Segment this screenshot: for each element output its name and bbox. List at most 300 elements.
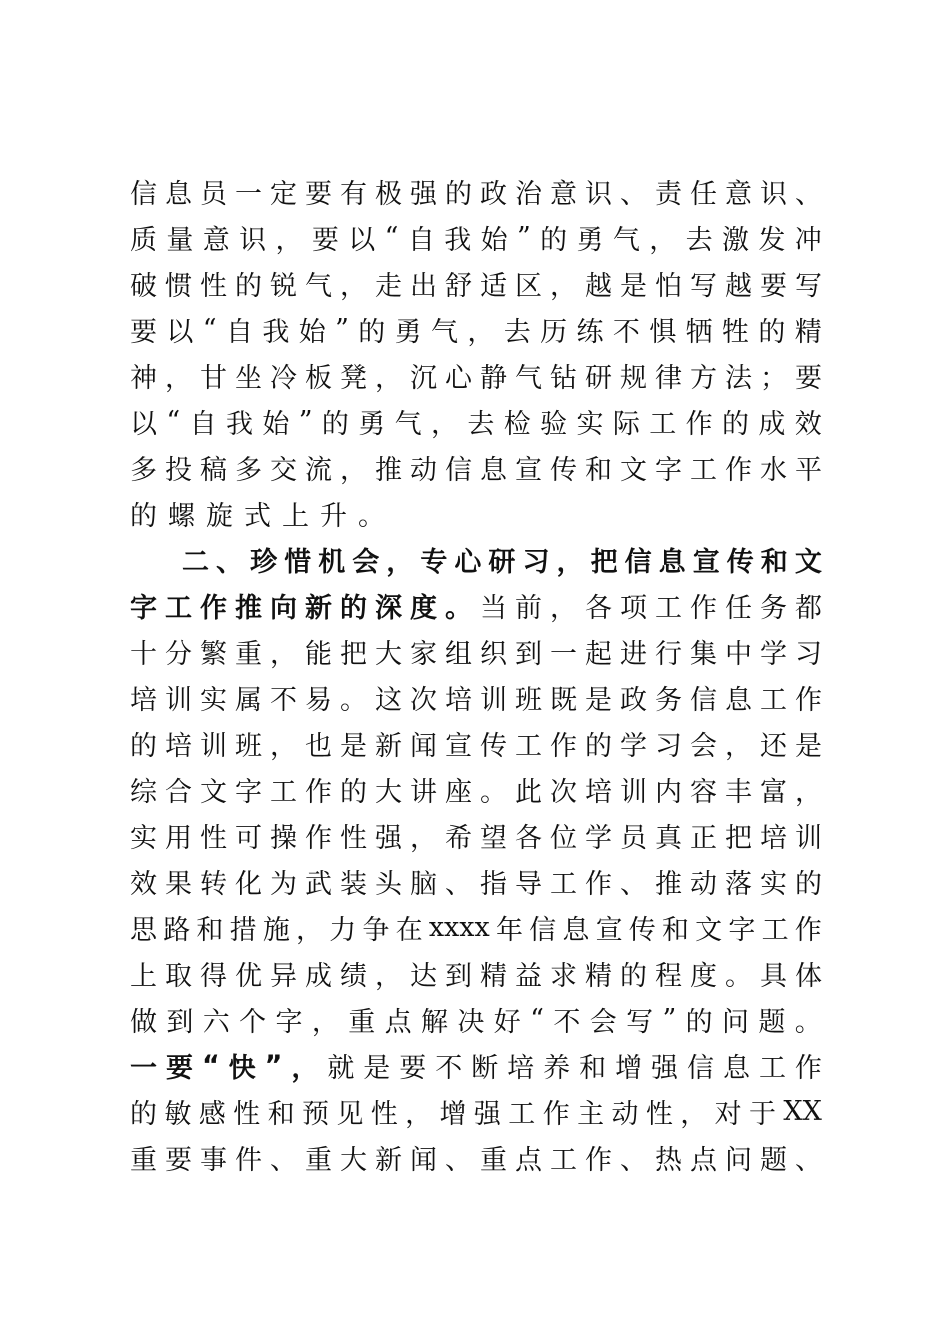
text-char: 化 [235,868,262,900]
text-char: 写 [690,270,717,302]
text-char: 不 [270,684,297,716]
text-char: 息 [165,178,192,210]
text-char: 越 [725,270,752,302]
text-char: 字 [275,1006,303,1038]
text-char: 。 [340,684,367,716]
text-char: 位 [550,822,577,854]
text-char: 还 [760,730,787,762]
text-char: ” [662,1003,677,1035]
text-char: ， [556,546,584,578]
text-char: 实 [760,868,787,900]
text-char: 我 [262,316,290,348]
text-char: 的 [722,408,749,440]
text-char: 自 [225,316,253,348]
text-char: 脑 [410,868,437,900]
text-char: ， [410,822,437,854]
text-char: 、 [620,1144,647,1176]
text-char: “ [166,405,181,437]
text-line [130,444,822,490]
text-char: 识 [585,178,612,210]
text-char: 争 [362,914,390,946]
text-char: 。 [358,500,385,532]
text-char: 织 [480,638,507,670]
text-char: 要 [165,1144,192,1176]
text-char: 成 [305,960,332,992]
text-char: 、 [445,1144,472,1176]
text-char: 识 [760,178,787,210]
text-char: 综 [130,776,157,808]
text-char: 的 [758,316,786,348]
text-char: 量 [166,224,194,256]
text-char: 政 [480,178,507,210]
text-char: 的 [130,1098,157,1130]
text-char: ； [760,362,787,394]
text-char: 重 [348,1006,376,1038]
text-char: 神 [130,362,157,394]
text-char: 到 [445,960,472,992]
text-char: ， [270,638,297,670]
text-char: 检 [503,408,531,440]
text-char: 意 [550,178,577,210]
text-char: 闻 [410,1144,437,1176]
text-char: 施 [262,914,290,946]
text-line [130,398,822,444]
text-char: 专 [420,546,448,578]
text-char: 的 [620,960,647,992]
text-char: 性 [340,822,367,854]
text-char: 激 [722,224,749,256]
text-char: 会 [589,1006,617,1038]
text-char: 息 [722,1052,750,1084]
text-char: XX [783,1095,822,1127]
text-char: 冲 [794,224,822,256]
text-char: 是 [340,730,367,762]
text-char: 作 [305,822,332,854]
text-char: 作 [725,454,752,486]
text-char: 得 [200,960,227,992]
text-char: 措 [229,914,257,946]
text-char: 怕 [655,270,682,302]
text-char: 工 [690,454,717,486]
text-char: xxxx [428,911,490,943]
text-char: 心 [454,546,482,578]
text-char: 破 [130,270,157,302]
text-char: 发 [758,224,786,256]
text-char: 丰 [725,776,752,808]
text-char: 牺 [685,316,713,348]
text-char: 性 [200,822,227,854]
text-char: 文 [695,914,723,946]
text-char: 项 [620,592,647,624]
text-char: 的 [585,730,612,762]
text-char: 优 [235,960,262,992]
text-char: 交 [270,454,297,486]
text-char: 务 [760,592,787,624]
text-char: 座 [445,776,472,808]
text-line [130,352,822,398]
text-char: 动 [690,868,717,900]
text-char: 快 [228,1052,256,1084]
text-char: “ [530,1003,544,1035]
text-char: 工 [165,592,192,624]
text-char: 一 [130,1052,157,1084]
text-char: 是 [795,730,822,762]
text-char: 点 [690,1144,717,1176]
text-char: 见 [336,1098,364,1130]
text-char: 要 [305,178,332,210]
text-char: 精 [480,960,507,992]
text-char: 既 [550,684,577,716]
text-char: 区 [515,270,542,302]
text-char: 始 [480,224,508,256]
text-char: ， [405,1098,433,1130]
text-char: 主 [577,1098,605,1130]
text-char: 气 [305,270,332,302]
text-char: 体 [795,960,822,992]
text-char: 导 [515,868,542,900]
text-char: ， [375,960,402,992]
text-line [130,260,822,306]
text-char: 强 [473,1098,501,1130]
text-char: 、 [795,178,822,210]
text-char: 作 [685,408,713,440]
text-char: 实 [200,684,227,716]
text-char: 班 [515,684,542,716]
text-char: ， [467,316,495,348]
text-char: 强 [375,822,402,854]
text-char: 心 [445,362,472,394]
text-char: 要 [399,1052,427,1084]
text-char: 研 [488,546,516,578]
text-char: 度 [690,960,717,992]
text-char: 式 [244,500,271,532]
text-char: ， [291,1052,319,1084]
text-char: 工 [758,1052,786,1084]
text-char: 新 [375,730,402,762]
text-char: 工 [550,1144,577,1176]
text-char: 各 [585,592,612,624]
text-char: 、 [620,868,647,900]
text-char: 会 [690,730,717,762]
text-char: 字 [655,454,682,486]
text-char: 和 [661,914,689,946]
text-char: 集 [690,638,717,670]
text-char: 繁 [200,638,227,670]
text-char: 螺 [168,500,195,532]
text-char: 富 [760,776,787,808]
text-char: 适 [480,270,507,302]
text-char: 牲 [722,316,749,348]
text-char: 属 [235,684,262,716]
text-char: 稿 [200,454,227,486]
text-char: 和 [760,546,788,578]
text-char: 真 [655,822,682,854]
text-char: 把 [590,546,618,578]
text-char: 培 [445,684,472,716]
text-char: 学 [585,822,612,854]
text-char: 和 [196,914,224,946]
text-char: 惜 [284,546,312,578]
text-char: 指 [480,868,507,900]
text-char: 工 [508,1098,536,1130]
text-char: 任 [690,178,717,210]
text-char: 班 [235,730,262,762]
text-char: 意 [725,178,752,210]
text-char: 信 [445,454,472,486]
text-char: 各 [515,822,542,854]
text-char: 十 [130,638,157,670]
text-char: 增 [615,1052,643,1084]
text-char: “ [201,1049,220,1081]
text-char: 精 [585,960,612,992]
text-char: 训 [480,684,507,716]
text-char: 沉 [410,362,437,394]
text-char: 始 [262,408,290,440]
text-char: 律 [655,362,682,394]
text-char: 闻 [410,730,437,762]
text-char: 惧 [649,316,677,348]
text-char: 起 [585,638,612,670]
text-line [130,812,822,858]
text-char: 文 [620,454,647,486]
text-char: 勇 [394,316,422,348]
text-char: 历 [540,316,568,348]
text-char: 年 [495,914,523,946]
text-char: 新 [375,1144,402,1176]
text-char: 责 [655,178,682,210]
text-char: 学 [760,638,787,670]
text-char: 的 [445,178,472,210]
text-char: 培 [760,822,787,854]
text-char: 多 [130,454,157,486]
text-char: 作 [690,592,717,624]
text-char: 效 [794,408,822,440]
text-line [130,858,822,904]
text-char: 训 [795,822,822,854]
text-char: 方 [690,362,717,394]
text-char: 热 [655,1144,682,1176]
text-char: 二 [182,546,209,578]
text-char: 。 [725,960,752,992]
text-char: 法 [725,362,752,394]
text-char: 性 [370,1098,398,1130]
text-char: “ [384,221,399,253]
text-char: 一 [550,638,577,670]
text-char: 到 [515,638,542,670]
text-char: 的 [540,224,568,256]
text-char: 学 [620,730,647,762]
text-char: 锐 [270,270,297,302]
text-char: 分 [165,638,192,670]
text-char: 成 [758,408,786,440]
text-char: 、 [445,868,472,900]
text-char: 此 [515,776,542,808]
text-char: 性 [233,1098,261,1130]
text-char: 作 [585,868,612,900]
text-char: ， [649,224,677,256]
text-char: 把 [340,638,367,670]
text-char: 大 [375,638,402,670]
text-line [130,766,822,812]
text-char: 要 [130,316,157,348]
text-char: 要 [311,224,339,256]
text-char: 是 [620,270,647,302]
text-char: 始 [298,316,326,348]
text-char: 于 [749,1098,777,1130]
text-char: 会 [352,546,380,578]
text-char: 希 [445,822,472,854]
text-char: 到 [166,1006,194,1038]
text-char: 题 [758,1006,786,1038]
text-char: 件 [235,1144,262,1176]
text-char: 的 [358,316,386,348]
text-char: 、 [620,178,647,210]
text-char: 头 [375,868,402,900]
text-char: 气 [515,362,542,394]
text-char: 问 [725,1144,752,1176]
text-char: 作 [305,776,332,808]
text-char: 信 [529,914,557,946]
text-char: 板 [305,362,332,394]
text-char: 落 [725,868,752,900]
text-char: 精 [794,316,822,348]
text-char: 上 [130,960,157,992]
text-char: 大 [340,1144,367,1176]
text-char: 机 [318,546,346,578]
text-char: 达 [410,960,437,992]
text-char: 增 [439,1098,467,1130]
text-line [130,996,822,1042]
text-char: 作 [585,1144,612,1176]
text-char: 字 [130,592,157,624]
text-char: 舒 [445,270,472,302]
text-char: 程 [655,960,682,992]
text-char: 规 [620,362,647,394]
text-char: 事 [200,1144,227,1176]
text-char: 去 [467,408,495,440]
text-char: 不 [435,1052,463,1084]
text-char: 异 [270,960,297,992]
text-char: 气 [431,316,458,348]
text-char: 具 [760,960,787,992]
text-char: ， [165,362,192,394]
text-char: 去 [503,316,531,348]
text-line [130,1134,822,1180]
text-char: 冷 [270,362,297,394]
text-char: 培 [130,684,157,716]
text-char: 务 [655,684,682,716]
body-text [130,168,822,1180]
text-char: 容 [690,776,717,808]
text-char: ， [725,730,752,762]
text-char: 以 [348,224,376,256]
text-char: 。 [445,592,472,624]
text-char: 的 [130,730,157,762]
text-char: 实 [576,408,604,440]
text-char: 甘 [200,362,227,394]
text-char: 易 [305,684,332,716]
text-char: 预 [301,1098,329,1130]
text-char: 信 [687,1052,714,1084]
text-char: 点 [384,1006,412,1038]
text-char: 训 [200,730,227,762]
text-char: 多 [235,454,262,486]
text-char: 家 [410,638,437,670]
text-char: 验 [540,408,568,440]
text-char: 推 [375,454,402,486]
text-char: 训 [620,776,647,808]
text-char: 、 [795,1144,822,1176]
text-char: 定 [270,178,297,210]
text-char: ， [795,776,822,808]
text-char: 也 [305,730,332,762]
text-char: 工 [760,684,787,716]
text-char: ， [270,730,297,762]
text-char: 字 [728,914,756,946]
text-char: 传 [726,546,754,578]
text-char: 中 [725,638,752,670]
text-char: 就 [327,1052,355,1084]
text-char: 可 [235,822,262,854]
text-char: 强 [651,1052,679,1084]
text-char: 际 [612,408,640,440]
text-char: ， [340,270,367,302]
text-char: 传 [550,454,577,486]
text-char: 治 [515,178,542,210]
text-char: 前 [515,592,542,624]
text-char: 上 [282,500,309,532]
text-char: 力 [329,914,357,946]
text-char: 是 [585,684,612,716]
text-char: 效 [130,868,157,900]
text-char: 要 [165,1052,193,1084]
text-char: 果 [165,868,192,900]
text-char: 内 [655,776,682,808]
text-char: 重 [480,1144,507,1176]
text-char: 气 [394,408,422,440]
text-char: 行 [655,638,682,670]
text-char: 强 [410,178,437,210]
text-char: 培 [507,1052,535,1084]
text-char: 习 [655,730,682,762]
text-char: ， [386,546,414,578]
text-char: 流 [305,454,332,486]
text-char: 重 [235,638,262,670]
text-char: 自 [407,224,435,256]
text-char: 好 [493,1006,521,1038]
text-char: 勇 [576,224,604,256]
text-char: 的 [685,1006,713,1038]
text-char: 培 [585,776,612,808]
text-char: 益 [515,960,542,992]
text-char: 推 [655,868,682,900]
text-char: 识 [239,224,267,256]
text-char: ” [298,405,313,437]
text-char: 个 [239,1006,267,1038]
text-char: 重 [130,1144,157,1176]
heading-continuation-line [130,582,822,628]
text-char: 质 [130,224,157,256]
text-char: 政 [620,684,647,716]
text-line [130,904,822,950]
text-char: 作 [794,1052,822,1084]
text-char: ， [311,1006,339,1038]
text-char: 气 [612,224,640,256]
text-char: 养 [543,1052,571,1084]
text-char: 以 [166,316,194,348]
text-char: 求 [550,960,577,992]
text-char: 钻 [550,362,577,394]
